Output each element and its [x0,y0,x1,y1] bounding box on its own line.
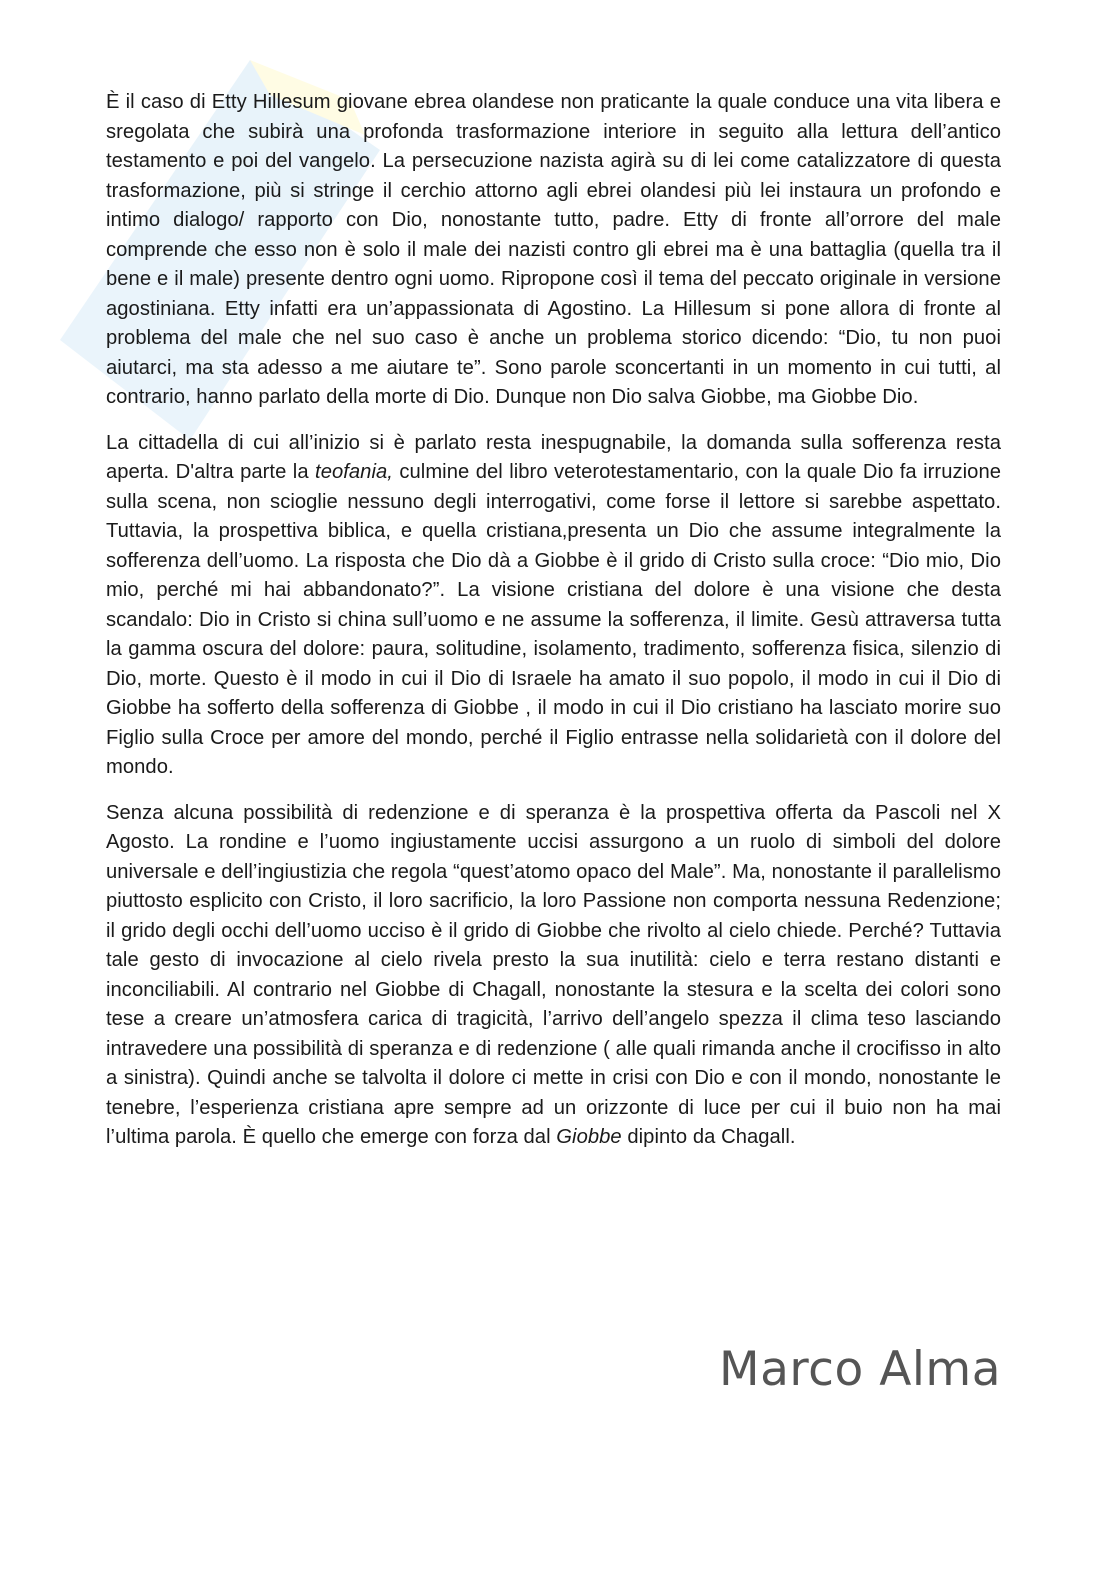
paragraph-1-text: È il caso di Etty Hillesum giovane ebrea olandese non praticante la quale conduce una vita libera e sregolata che subirà una profonda trasformazione interiore in seguito alla lettura dell’antico testamento e poi del vangelo. La persecuzione nazista agirà su di lei come catalizzatore di questa trasformazione, più si stringe il cerchio attorno agli ebrei olandesi più lei instaura un profondo e intimo dialogo/ rapporto con Dio, nonostante tutto, padre. Etty di fronte all’orrore del male comprende che esso non è solo il male dei nazisti contro gli ebrei ma è una battaglia (quella tra il bene e il male) presente dentro ogni uomo. Ripropone così il tema del peccato originale in versione agostiniana. Etty infatti era un’appassionata di Agostino. La Hillesum si pone allora di fronte al problema del male che nel suo caso è anche un problema storico dicendo: “Dio, tu non puoi aiutarci, ma sta adesso a me aiutare te”. Sono parole sconcertanti in un momento in cui tutti, al contrario, hanno parlato della morte di Dio. Dunque non Dio salva Giobbe, ma Giobbe Dio. [106,91,1001,408]
document-body [106,88,1001,1169]
paragraph-3-text-a: Senza alcuna possibilità di redenzione e di speranza è la prospettiva offerta da Pascoli nel X Agosto. La rondine e l’uomo ingiustamente uccisi assurgono a un ruolo di simboli del dolore universale e dell’ingiustizia che regola “quest’atomo opaco del Male”. Ma, nonostante il parallelismo piuttosto esplicito con Cristo, il loro sacrificio, la loro Passione non comporta nessuna Redenzione; il grido degli occhi dell’uomo ucciso è il grido di Giobbe che rivolto al cielo chiede. Perché? Tuttavia tale gesto di invocazione al cielo rivela presto la sua inutilità: cielo e terra restano distanti e inconciliabili. Al contrario nel Giobbe di Chagall, nonostante la stesura e la scelta dei colori sono tese a creare un’atmosfera carica di tragicità, l’arrivo dell’angelo spezza il clima teso lasciando intravedere una possibilità di speranza e di redenzione ( alle quali rimanda anche il crocifisso in alto a sinistra). Quindi anche se talvolta il dolore ci mette in crisi con Dio e con il mondo, nonostante le tenebre, l’esperienza cristiana apre sempre ad un orizzonte di luce per cui il buio non ha mai l’ultima parola. È quello che emerge con forza dal [106,801,1001,1148]
paragraph-3-text-b: dipinto da Chagall. [621,1126,796,1148]
paragraph-3-italic-giobbe: Giobbe [556,1126,622,1148]
paragraph-2-text-b: culmine del libro veterotestamentario, con la quale Dio fa irruzione sulla scena, non scioglie nessuno degli interrogativi, come forse il lettore si sarebbe aspettato. Tuttavia, la prospettiva biblica, e quella cristiana,presenta un Dio che assume integralmente la sofferenza dell’uomo. La risposta che Dio dà a Giobbe è il grido di Cristo sulla croce: “Dio mio, Dio mio, perché mi hai abbandonato?”. La visione cristiana del dolore è una visione che desta scandalo: Dio in Cristo si china sull’uomo e ne assume la sofferenza, il limite. Gesù attraversa tutta la gamma oscura del dolore: paura, solitudine, isolamento, tradimento, sofferenza fisica, silenzio di Dio, morte. Questo è il modo in cui il Dio di Israele ha amato il suo popolo, il modo in cui il Dio di Giobbe ha sofferto della sofferenza di Giobbe , il modo in cui il Dio cristiano ha lasciato morire suo Figlio sulla Croce per amore del mondo, perché il Figlio entrasse nella solidarietà con il dolore del mondo. [106,461,1001,778]
paragraph-3 [106,799,1001,1153]
paragraph-1 [106,88,1001,413]
author-signature: Marco Alma [719,1342,1001,1397]
paragraph-2-italic-teofania: teofania, [315,461,393,483]
paragraph-2 [106,429,1001,783]
paragraph-2-text-a: La cittadella di cui all’inizio si è parlato resta inespugnabile, la domanda sulla sofferenza resta aperta. D'altra parte la [106,431,1001,483]
